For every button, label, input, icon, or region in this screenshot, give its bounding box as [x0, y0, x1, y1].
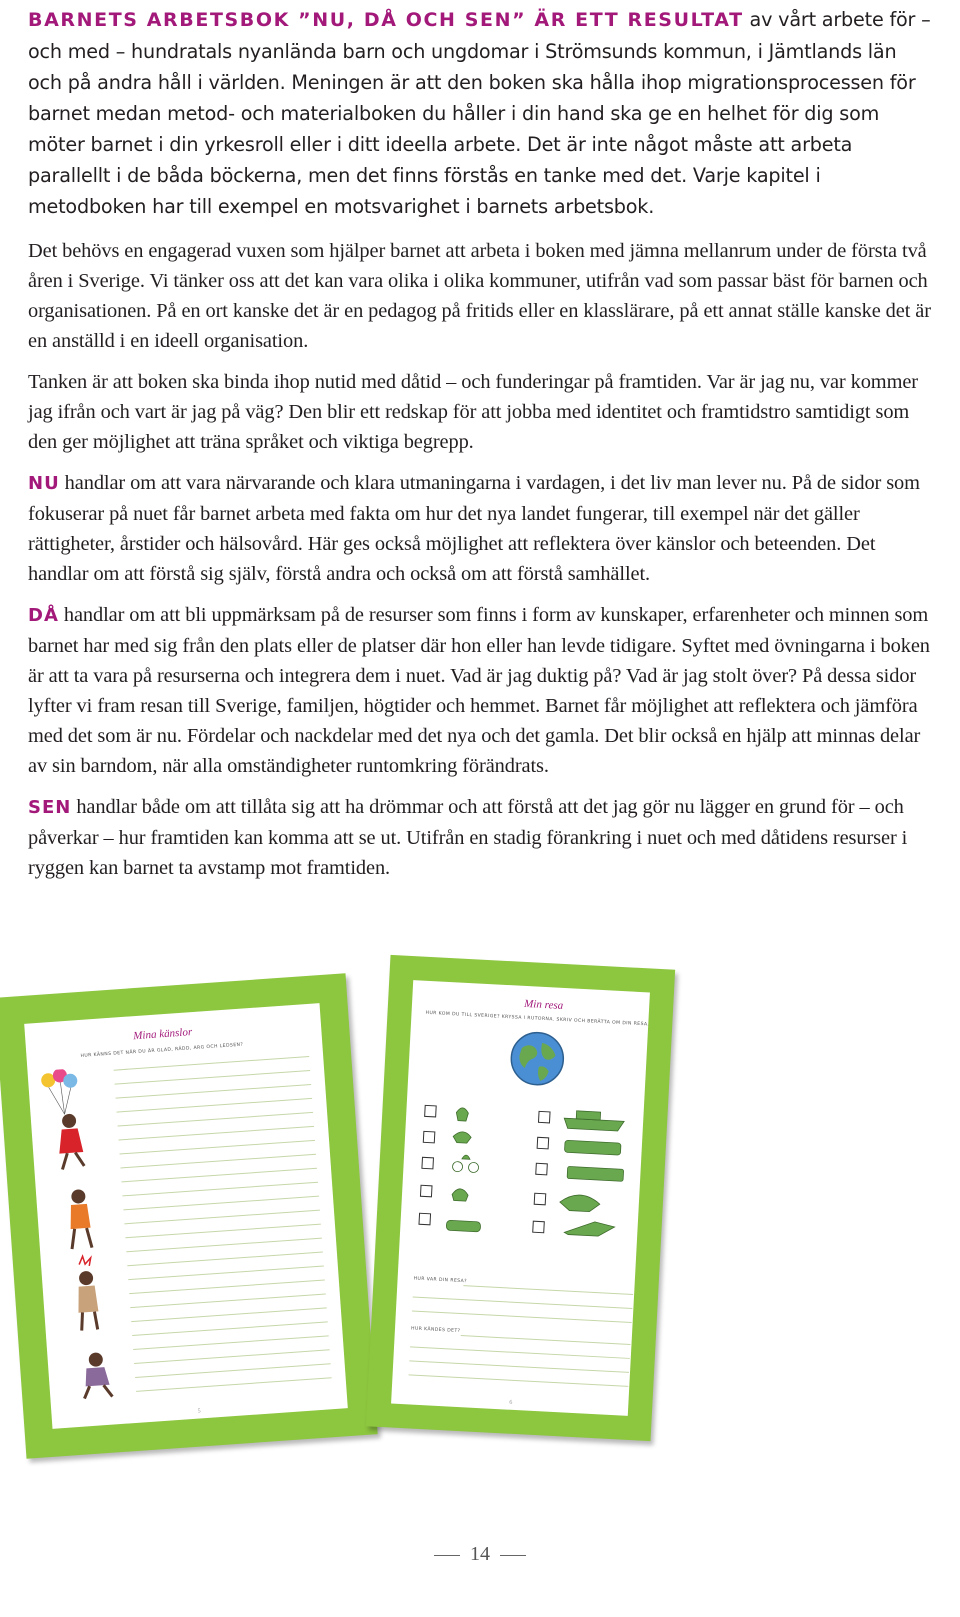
writing-line	[461, 1335, 631, 1345]
paragraph-da	[28, 600, 933, 781]
paragraph-sen	[28, 792, 933, 883]
writing-line	[412, 1310, 632, 1323]
paragraph-nu-text: handlar om att vara närvarande och klara utmaningarna i vardagen, i det liv man lever nu. På de sidor som fokuserar på nuet får barnet arbeta med fakta om hur det nya landet fungerar, till exempel när det gäller rättigheter, årstider och hälsovård. Här ges också möjlighet att reflektera över känslor och beteenden. Det handlar om att förstå sig själv, förstå andra och också om att förstå samhället.	[28, 472, 920, 585]
transport-checkbox[interactable]	[423, 1131, 436, 1144]
writing-line	[127, 1252, 323, 1267]
transport-checkbox[interactable]	[532, 1221, 545, 1234]
writing-line	[116, 1084, 312, 1099]
transport-checkbox[interactable]	[538, 1111, 551, 1124]
transport-checkbox[interactable]	[537, 1137, 550, 1150]
writing-line	[126, 1238, 322, 1253]
writing-line	[136, 1377, 332, 1392]
transport-illustrations-left	[440, 1098, 517, 1241]
paragraph-idea: Tanken är att boken ska binda ihop nutid med dåtid – och funderingar på framtiden. Var är jag nu, var kommer jag ifrån och vart är jag på väg? Den blir ett redskap för att jobba med identitet och framtidstro samtidigt som den ger möjlighet att träna språket och viktiga begrepp.	[28, 371, 918, 453]
transport-checkbox[interactable]	[535, 1163, 548, 1176]
journey-question: HUR VAR DIN RESA?	[413, 1276, 468, 1285]
intro-text: av vårt arbete för – och med – hundratals nyanlända barn och ungdomar i Strömsunds kommun, i Jämtlands län och på andra håll i världen. Meningen är att den boken ska hålla ihop migrationsprocessen för barnet medan metod- och materialboken du håller i din hand ska ge en helhet för dig som möter barnet i din yrkesroll eller i ditt ideella arbete. Det är inte något måste att arbeta parallellt i de båda böckerna, men det finns förstås en tanke med det. Varje kapitel i metodboken har till exempel en motsvarighet i barnets arbetsbok.	[28, 8, 931, 218]
writing-line	[134, 1349, 330, 1364]
writing-line	[132, 1321, 328, 1336]
intro-lead: BARNETS ARBETSBOK ”NU, DÅ OCH SEN” ÄR ETT RESULTAT	[28, 9, 744, 31]
paragraph-adult: Det behövs en engagerad vuxen som hjälper barnet att arbeta i boken med jämna mellanrum under de första två åren i Sverige. Vi tänker oss att det kan vara olika i olika kommuner, utifrån vad som passar bäst för barnen och organisationen. På en ort kanske det är en pedagog på fritids eller en klasslärare, på ett annat ställe kanske det är en anställd i en ideell organisation.	[28, 240, 931, 352]
paragraph-da-text: handlar om att bli uppmärksam på de resurser som finns i form av kunskaper, erfarenheter och minnen som barnet har med sig från den plats eller de platser där hon eller han levde tidigare. Syftet med övningarna i boken är att ta vara på resurserna och integrera dem i nuet. Vad är jag duktig på? Vad är jag stolt över? På dessa sidor lyfter vi fram resan till Sverige, familjen, högtider och hemmet. Barnet får möjlighet att reflektera och jämföra med det som är nu. Fördelar och nackdelar med det nya och det gamla. Det blir också en hjälp att minnas delar av sin barndom, när alla omständigheter runtomkring förändrats.	[28, 604, 930, 777]
keyword-nu: NU	[28, 473, 60, 494]
workbook-page-feelings	[0, 973, 378, 1458]
writing-line	[119, 1126, 315, 1141]
writing-line	[128, 1266, 324, 1281]
workbook-page-question: HUR KÄNNS DET NÄR DU ÄR GLAD, RÄDD, ARG OCH LEDSEN?	[80, 1042, 244, 1059]
writing-line	[119, 1140, 315, 1155]
writing-line	[122, 1182, 318, 1197]
writing-line	[410, 1346, 630, 1359]
transport-illustrations-right	[549, 1100, 647, 1255]
page-footer	[0, 1543, 960, 1566]
writing-line	[125, 1224, 321, 1239]
writing-line	[463, 1285, 633, 1295]
feelings-question: HUR KÄNDES DET?	[410, 1326, 461, 1335]
writing-line	[123, 1196, 319, 1211]
writing-line	[120, 1154, 316, 1169]
writing-line	[115, 1070, 311, 1085]
workbook-page-journey	[366, 955, 675, 1441]
workbook-page-sheet	[391, 980, 650, 1416]
writing-line	[114, 1056, 310, 1071]
globe-icon	[508, 1029, 567, 1088]
paragraph-nu	[28, 468, 933, 589]
writing-line	[118, 1112, 314, 1127]
writing-line	[121, 1168, 317, 1183]
transport-checkbox[interactable]	[421, 1157, 434, 1170]
page-number: 14	[470, 1543, 490, 1565]
writing-line	[135, 1363, 331, 1378]
keyword-sen: SEN	[28, 797, 72, 818]
article-body	[28, 4, 933, 894]
footer-dash	[500, 1555, 526, 1556]
workbook-page-sheet	[24, 1003, 348, 1429]
feelings-illustration	[36, 1066, 130, 1410]
writing-line	[130, 1293, 326, 1308]
transport-checkbox[interactable]	[418, 1213, 431, 1226]
writing-line	[131, 1307, 327, 1322]
workbook-page-title: Min resa	[523, 997, 564, 1012]
transport-checkbox[interactable]	[534, 1193, 547, 1206]
intro-paragraph	[28, 4, 933, 222]
writing-line	[117, 1098, 313, 1113]
workbook-page-question: HUR KOM DU TILL SVERIGE? KRYSSA I RUTORNA. SKRIV OCH BERÄTTA OM DIN RESA.	[425, 1010, 650, 1028]
writing-line	[409, 1374, 629, 1387]
footer-dash	[434, 1555, 460, 1556]
transport-checkbox[interactable]	[424, 1105, 437, 1118]
workbook-page-title: Mina känslor	[132, 1026, 193, 1043]
writing-line	[124, 1210, 320, 1225]
workbook-page-number: 5	[197, 1408, 201, 1415]
workbook-page-number: 6	[509, 1399, 513, 1406]
writing-line	[409, 1360, 629, 1373]
writing-line	[129, 1279, 325, 1294]
writing-line	[413, 1296, 633, 1309]
paragraph-sen-text: handlar både om att tillåta sig att ha drömmar och att förstå att det jag gör nu lägger en grund för – och påverkar – hur framtiden kan komma att se ut. Utifrån en stadig förankring i nuet och med dåtidens resurser i ryggen kan barnet ta avstamp mot framtiden.	[28, 796, 908, 879]
transport-checkbox[interactable]	[420, 1185, 433, 1198]
writing-line	[133, 1335, 329, 1350]
keyword-da: DÅ	[28, 605, 59, 626]
